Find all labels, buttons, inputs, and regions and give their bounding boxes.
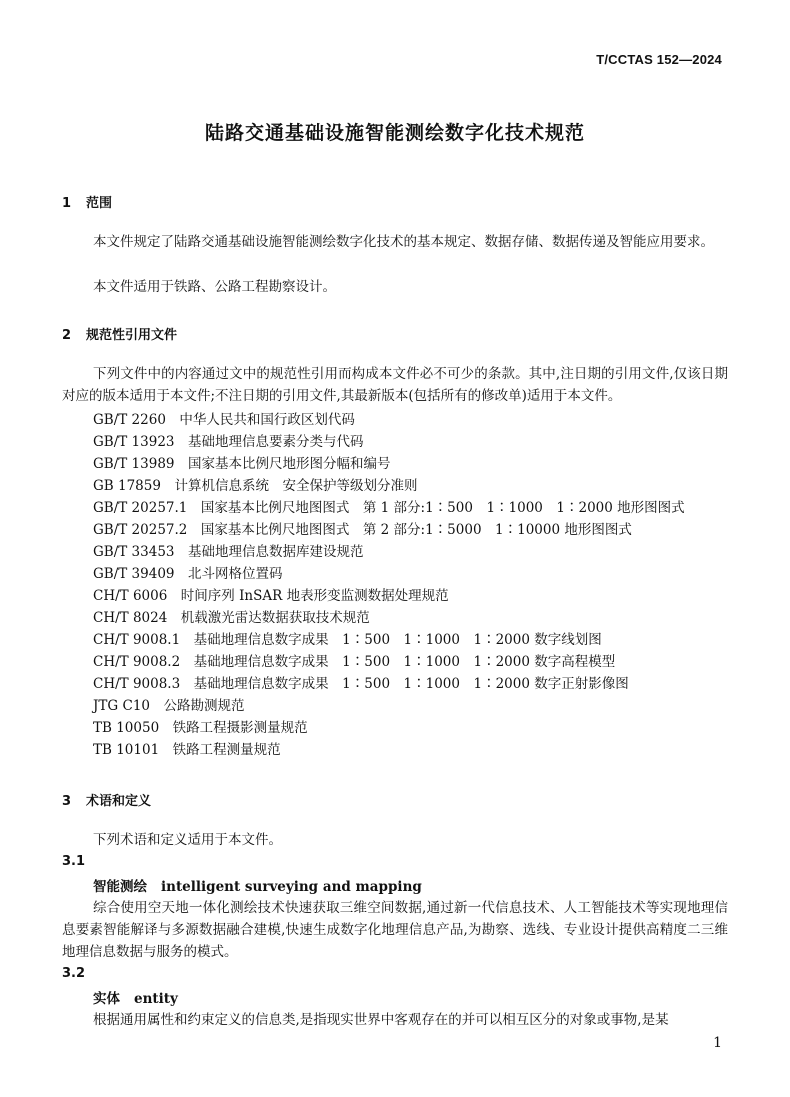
reference-item: GB/T 13923 基础地理信息要素分类与代码 <box>93 434 364 450</box>
term-chinese: 智能测绘 <box>93 879 147 895</box>
reference-item: CH/T 8024 机载激光雷达数据获取技术规范 <box>93 610 370 626</box>
reference-item: GB/T 2260 中华人民共和国行政区划代码 <box>93 412 355 428</box>
reference-item: CH/T 9008.3 基础地理信息数字成果 1∶500 1∶1000 1∶2000 数字正射影像图 <box>93 676 629 692</box>
section-title: 规范性引用文件 <box>86 328 178 343</box>
clause-number: 3.1 <box>62 854 86 869</box>
reference-item: GB/T 33453 基础地理信息数据库建设规范 <box>93 544 364 560</box>
scope-paragraph-1: 本文件规定了陆路交通基础设施智能测绘数字化技术的基本规定、数据存储、数据传递及智能应用要求。 <box>93 234 714 250</box>
reference-item: GB/T 20257.1 国家基本比例尺地图图式 第 1 部分:1∶500 1∶1000 1∶2000 地形图图式 <box>93 500 685 516</box>
section-number: 2 <box>62 328 72 343</box>
section-2-heading <box>62 324 177 343</box>
references-intro: 下列文件中的内容通过文中的规范性引用而构成本文件必不可少的条款。其中,注日期的引用文件,仅该日期对应的版本适用于本文件;不注日期的引用文件,其最新版本(包括所有的修改单)适用于本文件。 <box>62 366 728 404</box>
section-number: 1 <box>62 196 72 211</box>
terms-intro: 下列术语和定义适用于本文件。 <box>93 832 282 848</box>
reference-item: GB/T 13989 国家基本比例尺地形图分幅和编号 <box>93 456 391 472</box>
section-3-heading <box>62 790 151 809</box>
reference-item: CH/T 9008.1 基础地理信息数字成果 1∶500 1∶1000 1∶2000 数字线划图 <box>93 632 602 648</box>
reference-item: GB 17859 计算机信息系统 安全保护等级划分准则 <box>93 478 418 494</box>
reference-item: TB 10101 铁路工程测量规范 <box>93 742 281 758</box>
document-title: 陆路交通基础设施智能测绘数字化技术规范 <box>204 122 585 144</box>
section-number: 3 <box>62 794 72 809</box>
section-title: 术语和定义 <box>86 794 152 809</box>
reference-item: TB 10050 铁路工程摄影测量规范 <box>93 720 308 736</box>
clause-number: 3.2 <box>62 966 86 981</box>
term-definition: 根据通用属性和约束定义的信息类,是指现实世界中客观存在的并可以相互区分的对象或事物,是某 <box>93 1012 669 1028</box>
term-english: intelligent surveying and mapping <box>161 879 422 895</box>
term-entry <box>93 987 178 1007</box>
standard-number: T/CCTAS 152—2024 <box>596 52 722 67</box>
page-number: 1 <box>713 1035 722 1051</box>
reference-item: GB/T 20257.2 国家基本比例尺地图图式 第 2 部分:1∶5000 1∶10000 地形图图式 <box>93 522 632 538</box>
reference-item: CH/T 6006 时间序列 InSAR 地表形变监测数据处理规范 <box>93 588 449 604</box>
section-1-heading <box>62 192 112 211</box>
reference-item: JTG C10 公路勘测规范 <box>93 698 245 714</box>
reference-item: GB/T 39409 北斗网格位置码 <box>93 566 283 582</box>
reference-item: CH/T 9008.2 基础地理信息数字成果 1∶500 1∶1000 1∶2000 数字高程模型 <box>93 654 616 670</box>
term-entry <box>93 875 422 895</box>
section-title: 范围 <box>86 196 113 211</box>
term-definition: 综合使用空天地一体化测绘技术快速获取三维空间数据,通过新一代信息技术、人工智能技术等实现地理信息要素智能解译与多源数据融合建模,快速生成数字化地理信息产品,为勘察、选线、专业设计提供高精度二三维地理信息数据与服务的模式。 <box>62 900 728 960</box>
term-english: entity <box>134 991 178 1007</box>
term-chinese: 实体 <box>93 991 120 1007</box>
scope-paragraph-2: 本文件适用于铁路、公路工程勘察设计。 <box>93 279 336 295</box>
